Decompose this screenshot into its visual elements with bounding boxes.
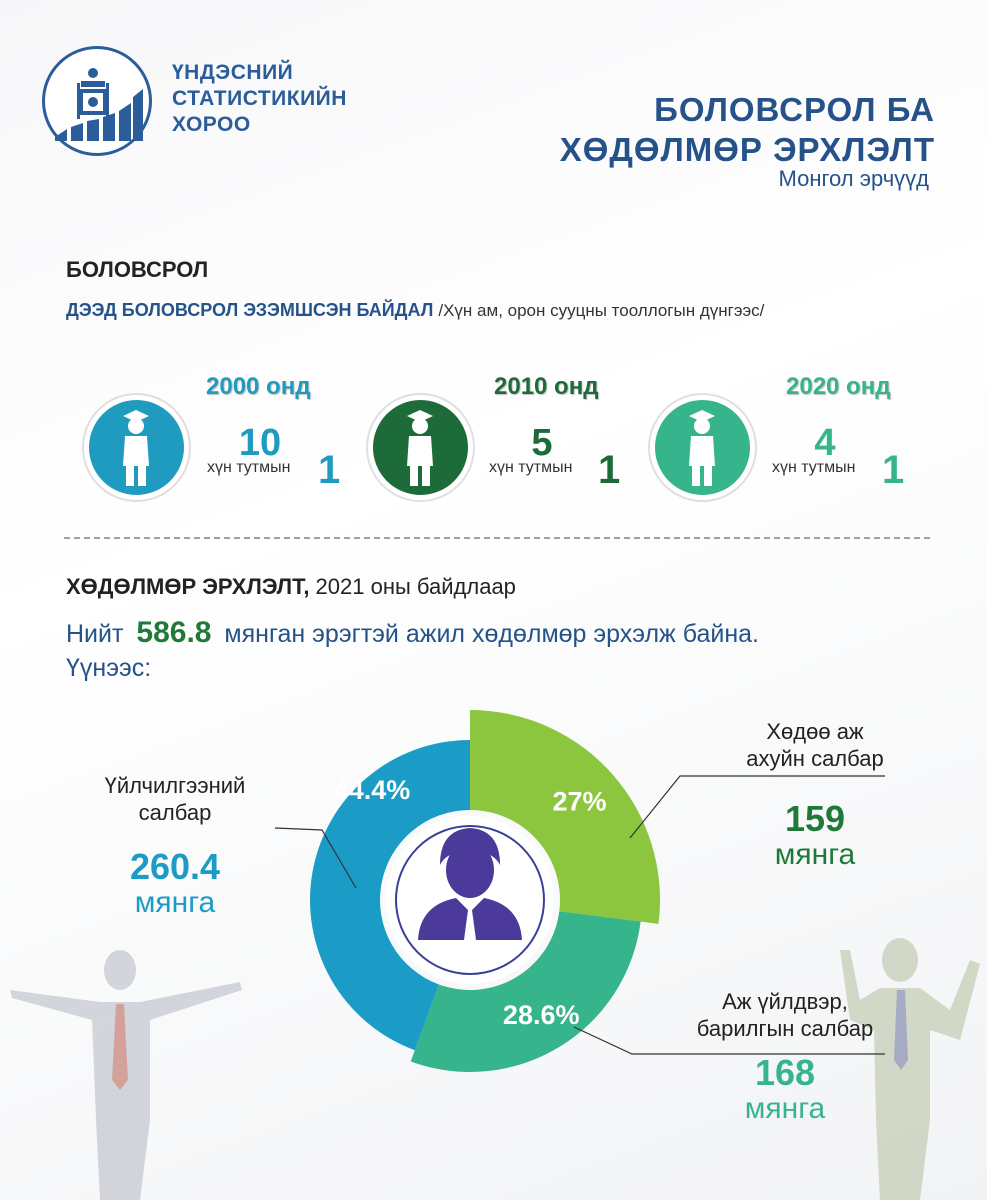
- label-agriculture-pct: 27%: [552, 786, 607, 817]
- ratio-number-2020: 4: [814, 422, 836, 464]
- employment-heading-bold: ХӨДӨЛМӨР ЭРХЛЭЛТ,: [66, 574, 310, 599]
- category-industry-value: 168: [754, 1052, 816, 1093]
- education-sub-note: /Хүн ам, орон сууцны тооллогын дүнгээс/: [438, 301, 765, 320]
- title-line-2: ХӨДӨЛМӨР ЭРХЛЭЛТ: [559, 131, 935, 168]
- ratio-number-2000: 10: [238, 422, 282, 464]
- category-industry-label-1: Аж үйлдвэр,: [722, 989, 848, 1014]
- category-agriculture-value: 159: [784, 798, 846, 839]
- title-line-1: БОЛОВСРОЛ БА: [654, 91, 935, 128]
- logo-line: СТАТИСТИКИЙН: [172, 87, 347, 110]
- category-services-label-2: салбар: [138, 800, 212, 825]
- category-industry-label-2: барилгын салбар: [696, 1016, 874, 1041]
- per-text-2020: хүн тутмын: [772, 459, 856, 476]
- education-sub-bold: ДЭЭД БОЛОВСРОЛ ЭЗЭМШСЭН БАЙДАЛ: [66, 300, 434, 320]
- label-services-pct: 44.4%: [333, 775, 411, 806]
- ratio-one-2000: 1: [318, 448, 341, 492]
- category-industry-unit: мянга: [744, 1092, 826, 1125]
- year-label-2010: 2010 онд: [494, 373, 599, 400]
- ratio-number-2010: 5: [531, 422, 553, 464]
- total-prefix: Нийт: [66, 620, 124, 648]
- ratio-one-2020: 1: [882, 448, 905, 492]
- total-suffix: мянган эрэгтэй ажил хөдөлмөр эрхэлж байна.: [224, 620, 759, 648]
- ratio-one-2010: 1: [598, 448, 621, 492]
- category-industry: [660, 988, 910, 1126]
- category-services-value: 260.4: [129, 846, 221, 887]
- category-services-unit: мянга: [134, 886, 216, 919]
- total-value: 586.8: [136, 616, 212, 649]
- category-services-label-1: Үйлчилгээний: [104, 773, 246, 798]
- education-heading: БОЛОВСРОЛ: [66, 257, 209, 282]
- per-text-2000: хүн тутмын: [207, 459, 291, 476]
- category-agriculture-unit: мянга: [774, 838, 856, 871]
- label-industry-pct: 28.6%: [502, 1000, 580, 1031]
- logo-line: ХОРОО: [172, 113, 251, 136]
- page-subtitle: Монгол эрчүүд: [778, 166, 929, 191]
- per-text-2010: хүн тутмын: [489, 459, 573, 476]
- year-label-2000: 2000 онд: [206, 373, 311, 400]
- category-agriculture-label-1: Хөдөө аж: [766, 719, 864, 744]
- logo-line: ҮНДЭСНИЙ: [172, 61, 294, 84]
- employment-heading-rest: 2021 оны байдлаар: [309, 574, 516, 599]
- year-label-2020: 2020 онд: [786, 373, 891, 400]
- employment-line2: Үүнээс:: [66, 654, 152, 682]
- category-agriculture-label-2: ахуйн салбар: [746, 746, 884, 771]
- category-services: [60, 772, 290, 920]
- category-agriculture: [690, 718, 940, 872]
